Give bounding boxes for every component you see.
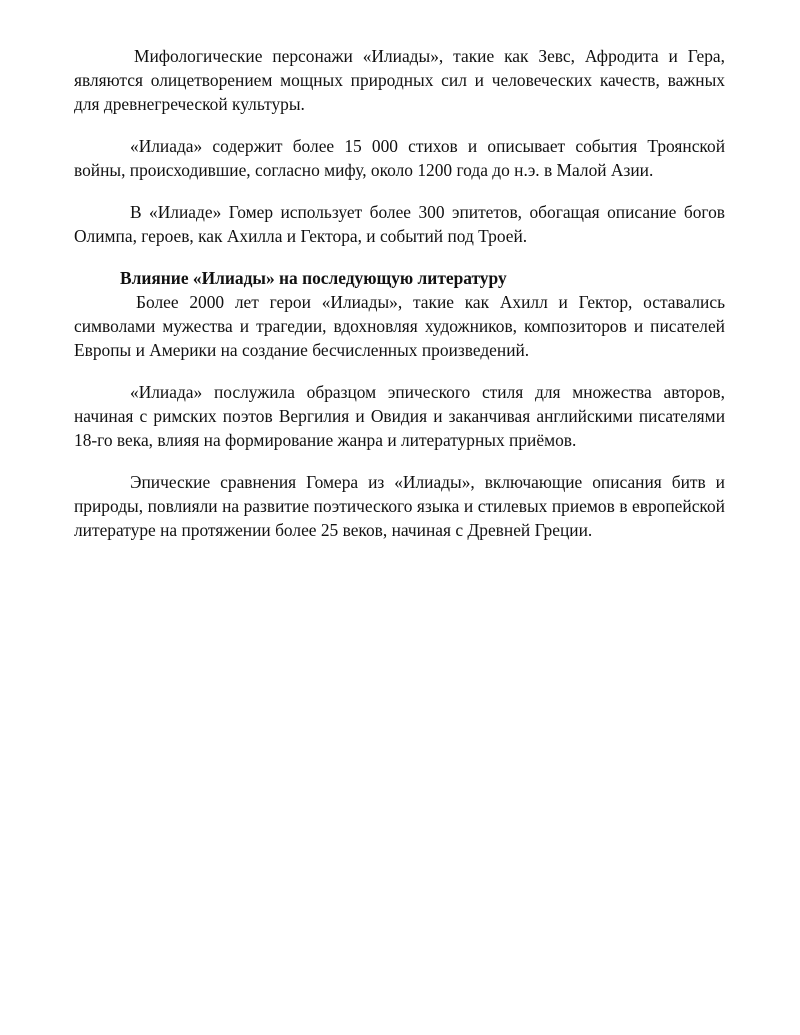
section-heading: Влияние «Илиады» на последующую литературу (120, 268, 507, 288)
paragraph-mythological-characters: Мифологические персонажи «Илиады», такие как Зевс, Афродита и Гера, являются олицетворением мощных природных сил и человеческих качеств, важных для древнегреческой культуры. (74, 46, 725, 114)
paragraph-epic-similes: Эпические сравнения Гомера из «Илиады», включающие описания битв и природы, повлияли на развитие поэтического языка и стилевых приемов в европейской литературе на протяжении более 25 веков, начиная с Древней Греции. (74, 472, 725, 540)
document-body (74, 44, 725, 560)
paragraph-heroes-symbols: Более 2000 лет герои «Илиады», такие как Ахилл и Гектор, оставались символами мужества и трагедии, вдохновляя художников, композиторов и писателей Европы и Америки на создание бесчисленных произведений. (74, 292, 725, 360)
paragraph-epithets: В «Илиаде» Гомер использует более 300 эпитетов, обогащая описание богов Олимпа, героев, как Ахилла и Гектора, и событий под Троей. (74, 202, 725, 246)
paragraph-iliad-verses: «Илиада» содержит более 15 000 стихов и описывает события Троянской войны, происходившие, согласно мифу, около 1200 года до н.э. в Малой Азии. (74, 136, 725, 180)
paragraph-epic-style: «Илиада» послужила образцом эпического стиля для множества авторов, начиная с римских поэтов Вергилия и Овидия и заканчивая английскими писателями 18-го века, влияя на формирование жанра и литературных приёмов. (74, 382, 725, 450)
